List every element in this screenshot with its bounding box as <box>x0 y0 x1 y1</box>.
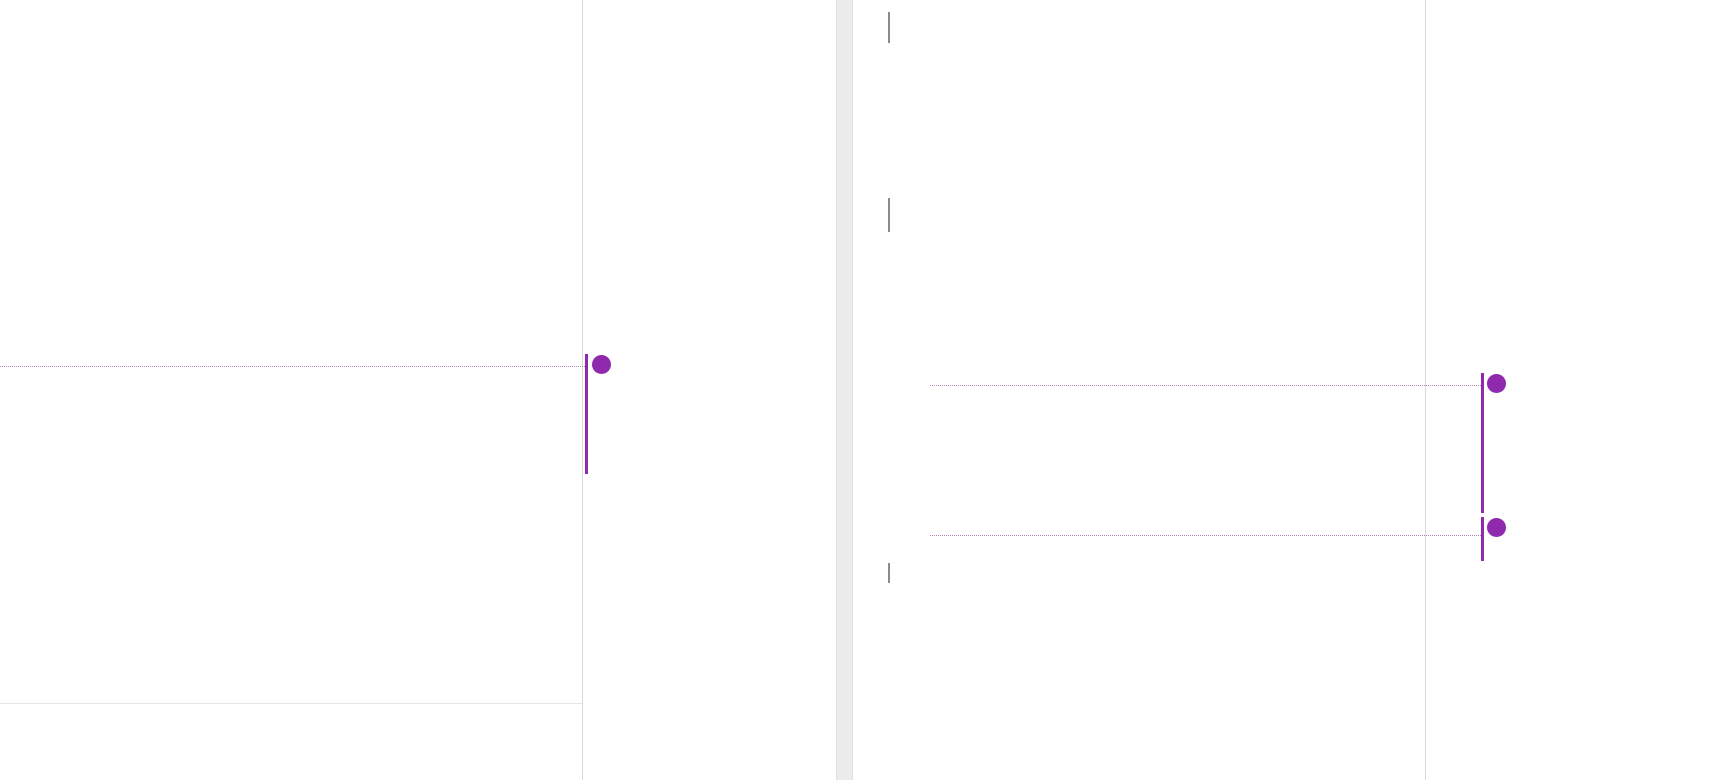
tracked-change-bar <box>888 563 890 583</box>
document-page-2-text <box>930 0 1390 2</box>
page-1-right-edge <box>582 0 583 780</box>
comment-author-avatar <box>592 355 611 374</box>
tracked-change-bar <box>888 12 890 43</box>
comment-author-avatar <box>1487 374 1506 393</box>
tracked-change-bar <box>888 198 890 232</box>
comment-anchor-line <box>930 535 1481 536</box>
page-gap <box>836 0 853 780</box>
comment-author-avatar <box>1487 518 1506 537</box>
comment-range-bar <box>585 354 588 474</box>
document-page-1-text <box>28 0 502 5</box>
comment-anchor-line <box>0 366 585 367</box>
comment-anchor-line <box>930 385 1481 386</box>
page-2-right-edge <box>1425 0 1426 780</box>
margin-comment[interactable] <box>1487 517 1732 518</box>
comment-range-bar <box>1481 517 1484 561</box>
margin-comment[interactable] <box>592 354 820 355</box>
margin-comment[interactable] <box>1487 373 1732 374</box>
comment-range-bar <box>1481 373 1484 513</box>
page-1-bottom-edge <box>0 703 582 704</box>
